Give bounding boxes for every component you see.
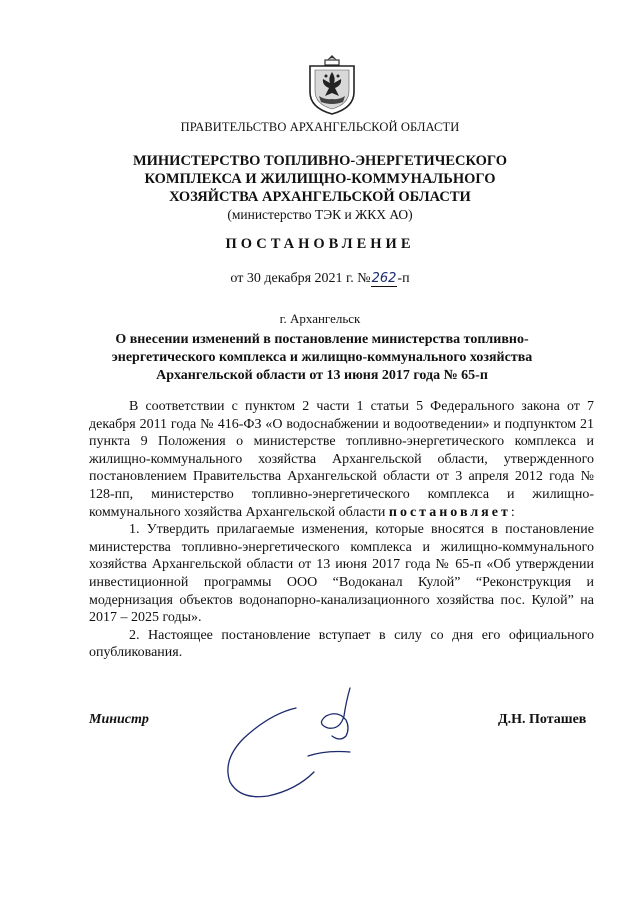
resolves-word: постановляет — [388, 504, 511, 520]
document-type: ПОСТАНОВЛЕНИЕ — [225, 236, 415, 252]
title-line: энергетического комплекса и жилищно-коммунального хозяйства — [111, 350, 533, 365]
ministry-line: КОМПЛЕКСА И ЖИЛИЩНО-КОММУНАЛЬНОГО — [144, 171, 496, 187]
paragraph-preamble — [89, 398, 594, 521]
paragraph-item-2: 2. Настоящее постановление вступает в силу со дня его официального опубликования. — [89, 627, 594, 661]
government-name: ПРАВИТЕЛЬСТВО АРХАНГЕЛЬСКОЙ ОБЛАСТИ — [180, 120, 460, 134]
preamble-text: В соответствии с пунктом 2 части 1 статьи 5 Федерального закона от 7 декабря 2011 года № 416-ФЗ «О водоснабжении и водоотведении» и подпунктом 21 пункта 9 Положения о министерстве топливно-энергетического комплекса и жилищно-коммунального хозяйства Архангельской области, утвержденного постановлением Правительства Архангельской области от 3 апреля 2012 года № 128-пп, министерство топливно-энергетического комплекса и жилищно-коммунального хозяйства Архангельской области — [89, 399, 594, 520]
signatory-name: Д.Н. Поташев — [498, 712, 587, 727]
title-line: Архангельской области от 13 июня 2017 года № 65-п — [156, 368, 488, 383]
decree-date-number — [0, 271, 640, 287]
document-body — [89, 398, 594, 662]
city: г. Архангельск — [279, 311, 361, 326]
paragraph-item-1: 1. Утвердить прилагаемые изменения, которые вносятся в постановление министерства топливно-энергетического комплекса и жилищно-коммунального хозяйства Архангельской области от 13 июня 2017 года № 65-п «Об утверждении инвестиционной программы ООО “Водоканал Кулой” “Реконструкция и модернизация объектов водонапорно-канализационного хозяйства пос. Кулой” на 2017 – 2025 годы». — [89, 522, 594, 626]
ministry-short-name: (министерство ТЭК и ЖКХ АО) — [227, 207, 413, 222]
coat-of-arms-icon — [305, 52, 359, 116]
title-line: О внесении изменений в постановление министерства топливно- — [115, 332, 529, 347]
ministry-line: МИНИСТЕРСТВО ТОПЛИВНО-ЭНЕРГЕТИЧЕСКОГО — [132, 153, 508, 169]
signatory-title: Министр — [89, 712, 149, 727]
number-suffix: -п — [397, 271, 410, 286]
handwritten-number: 262 — [371, 271, 397, 286]
ministry-heading — [0, 152, 640, 224]
handwritten-signature — [200, 686, 390, 806]
preamble-end: : — [510, 504, 515, 520]
ministry-line: ХОЗЯЙСТВА АРХАНГЕЛЬСКОЙ ОБЛАСТИ — [169, 189, 471, 205]
decree-date: от 30 декабря 2021 г. № — [230, 271, 371, 286]
document-title — [80, 331, 564, 385]
